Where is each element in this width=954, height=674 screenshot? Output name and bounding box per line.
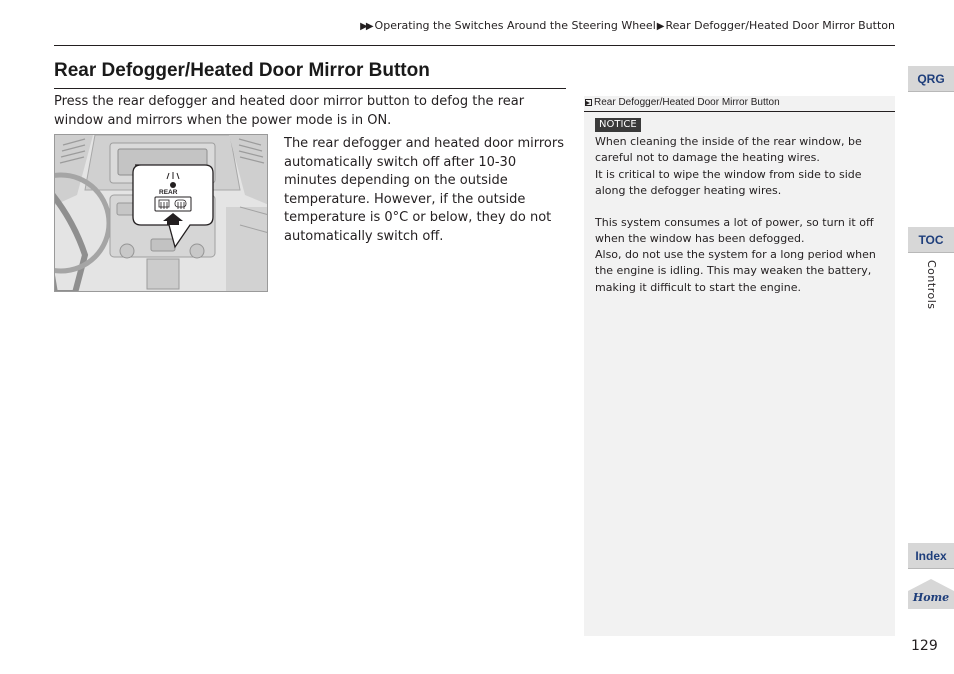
notice-text-2: It is critical to wipe the window from side to side along the defogger heating wires. [595,168,862,198]
description-paragraph: The rear defogger and heated door mirrors automatically switch off after 10-30 minutes depending on the outside temperature. However, if the outside temperature is 0°C or below, they do not automatically switch off. [284,136,565,244]
home-icon [908,579,954,609]
home-button[interactable] [908,579,954,609]
dashboard-illustration [54,134,268,292]
title-divider [54,88,566,89]
breadcrumb [360,19,895,32]
rear-button-label: REAR [159,189,178,196]
breadcrumb-current: Rear Defogger/Heated Door Mirror Button [665,19,895,32]
sidebar-heading [584,96,895,112]
battery-note: Also, do not use the system for a long period when the engine is idling. This may weaken the battery, making it difficult to start the engine. [595,248,876,294]
sidebar-notes [584,96,895,636]
breadcrumb-section[interactable]: Operating the Switches Around the Steering Wheel [374,19,656,32]
reference-icon [585,99,592,106]
arrow-icon: ▶ [656,21,665,32]
toc-tab[interactable]: TOC [908,227,954,253]
notice-badge: NOTICE [595,118,641,132]
double-arrow-icon: ▶▶ [360,21,372,32]
home-label: Home [912,591,950,604]
qrg-tab[interactable]: QRG [908,66,954,92]
page-number: 129 [911,638,938,654]
index-tab[interactable]: Index [908,543,954,569]
sidebar-heading-text: Rear Defogger/Heated Door Mirror Button [594,97,780,108]
section-label: Controls [925,260,938,310]
power-note: This system consumes a lot of power, so turn it off when the window has been defogged. [595,216,874,246]
page-title: Rear Defogger/Heated Door Mirror Button [54,60,430,81]
notice-text-1: When cleaning the inside of the rear window, be careful not to damage the heating wires. [595,135,862,165]
header-divider [54,45,895,46]
dashboard-drawing [55,135,268,292]
intro-paragraph: Press the rear defogger and heated door mirror button to defog the rear window and mirrors when the power mode is in ON. [54,94,525,128]
